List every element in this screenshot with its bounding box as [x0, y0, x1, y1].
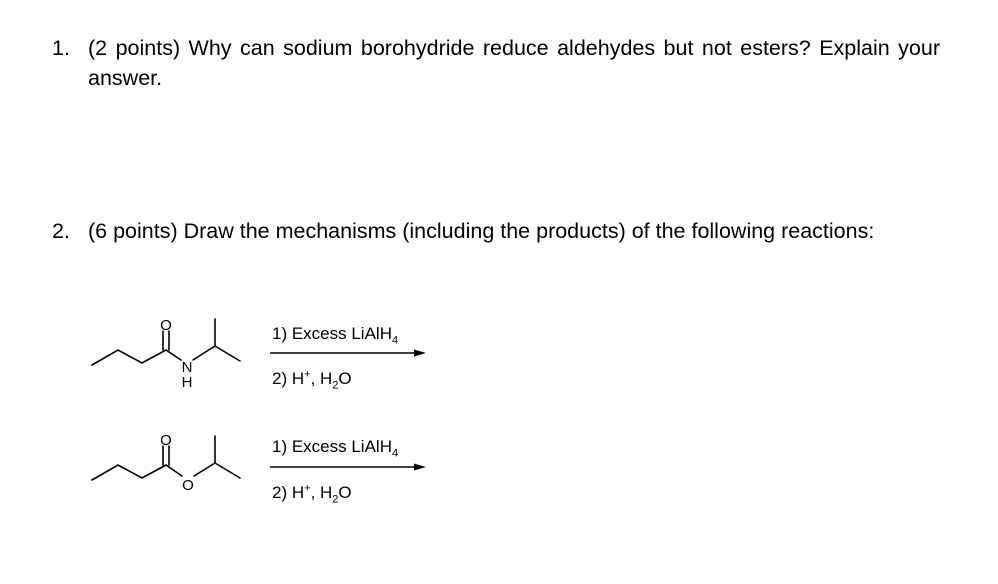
amide-h: H — [181, 374, 193, 391]
amide-cn-bond — [166, 350, 181, 360]
question-2 — [52, 216, 940, 246]
reaction-1-arrow-head — [414, 350, 426, 357]
ester-o: O — [182, 477, 194, 494]
amide-nc-bond — [193, 346, 215, 360]
reaction-1-step-2: 2) H+, $H_2O$ — [272, 368, 352, 392]
amide-carbonyl-o: O — [160, 317, 172, 334]
ester-co-bond — [166, 465, 182, 476]
reaction-2-arrow-head — [414, 464, 426, 471]
question-2-number: 2. — [52, 219, 70, 243]
reaction-2-step-2: 2) H+, $H_2O$ — [272, 482, 352, 506]
amide-n: N — [181, 359, 193, 376]
reaction-1-step-1: 1) Excess LiAlH$_4$ — [272, 324, 399, 347]
question-2-text: (6 points) Draw the mechanisms (including the products) of the following reactions: — [88, 219, 875, 243]
ester-carbonyl-o: O — [160, 432, 172, 449]
ester-alkyl-chain — [92, 465, 166, 480]
reaction-2-step-1: 1) Excess LiAlH$_4$ — [272, 437, 399, 460]
question-1-text: (2 points) Why can sodium borohydride reduce aldehydes but not esters? Explain your answer. — [88, 36, 940, 90]
isopropyl2-bond-right — [215, 463, 240, 478]
question-1 — [52, 33, 940, 93]
isopropyl-bond-right — [215, 346, 240, 361]
question-1-number: 1. — [52, 36, 70, 60]
ester-oc-bond — [194, 463, 215, 476]
amide-alkyl-chain — [92, 350, 166, 365]
